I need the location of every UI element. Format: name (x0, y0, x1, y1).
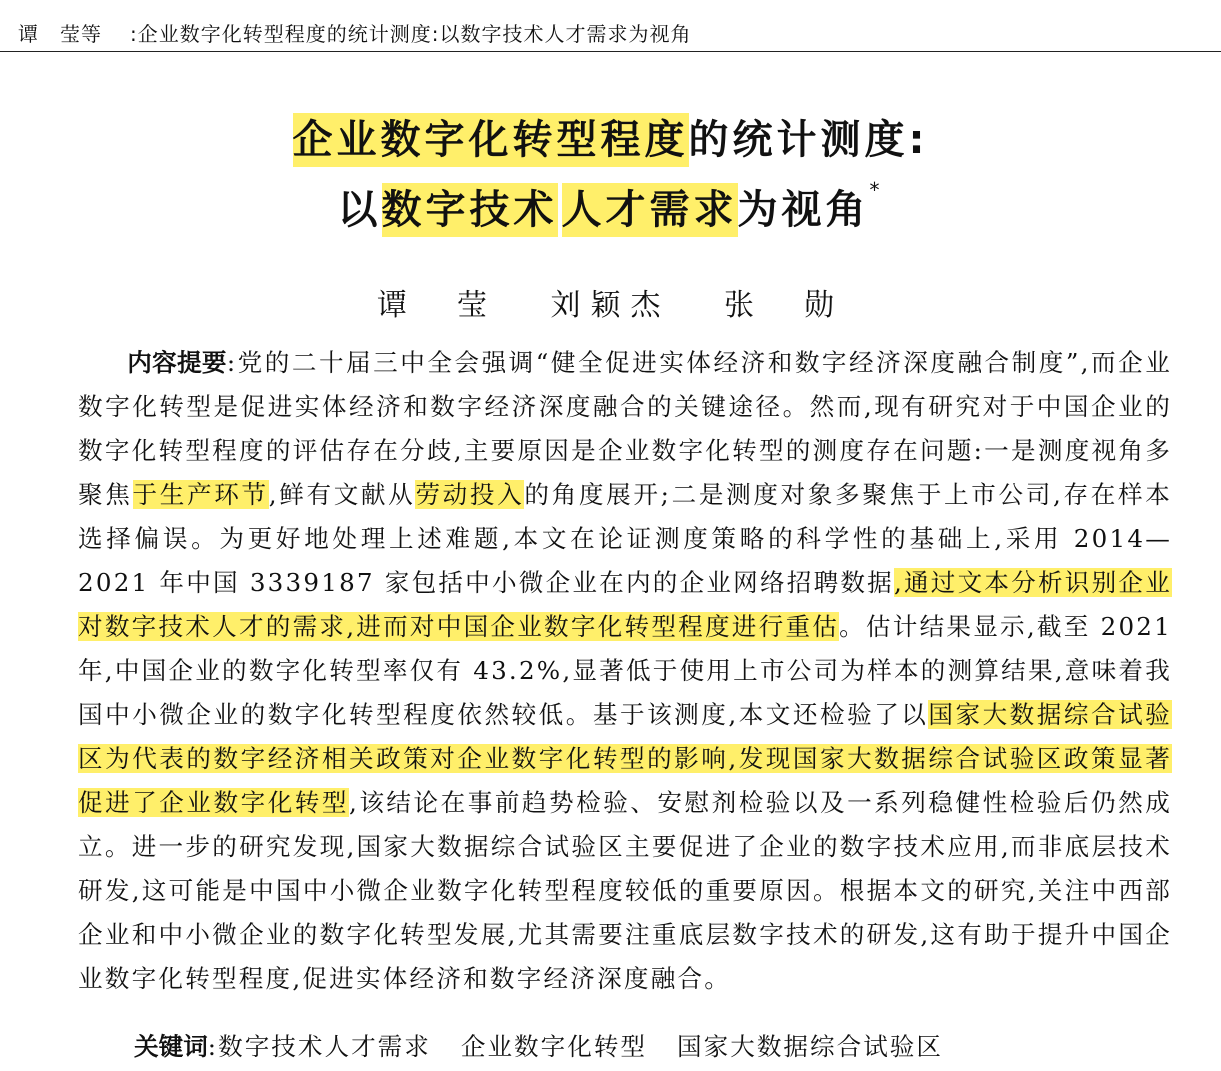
title-colon: : (908, 117, 929, 163)
running-header (18, 18, 1218, 47)
keyword: 企业数字化转型 (460, 1032, 648, 1061)
abstract-paragraph (78, 341, 1172, 1001)
title-line1-rest: 的统计测度 (688, 117, 909, 163)
keyword: 国家大数据综合试验区 (677, 1032, 943, 1061)
abstract-text: ,鲜有文献从 (268, 480, 416, 509)
keywords-line (134, 1028, 973, 1063)
title-highlight-1: 企业数字化转型程度 (293, 113, 689, 167)
author-name: 张 勋 (724, 288, 845, 323)
running-header-title: 企业数字化转型程度的统计测度:以数字技术人才需求为视角 (137, 22, 692, 46)
abstract-colon: : (226, 348, 238, 377)
running-header-separator: : (130, 22, 138, 46)
title-highlight-3: 人才需求 (562, 183, 738, 237)
paper-title-line-1 (0, 108, 1221, 165)
keyword: 数字技术人才需求 (218, 1032, 431, 1061)
title-line2-post: 为视角 (737, 187, 870, 233)
author-name: 谭 莹 (376, 288, 497, 323)
abstract-highlight: 于生产环节 (132, 480, 269, 509)
abstract-label: 内容提要 (127, 348, 227, 377)
abstract-highlight: 国家大数据综合试验区为代表的数字经济相关政策对企业数字化转型的影响,发现国家大数据综合试验区政策显著促进了企业数字化转型 (78, 700, 1172, 817)
title-footnote-mark: * (869, 178, 884, 202)
keywords-colon: : (207, 1032, 219, 1061)
running-header-author: 谭 莹等 (18, 22, 102, 46)
paper-title-line-2 (0, 178, 1221, 235)
title-highlight-2: 数字技术 (382, 183, 558, 237)
abstract-text: ,该结论在事前趋势检验、安慰剂检验以及一系列稳健性检验后仍然成立。进一步的研究发现,国家大数据综合试验区主要促进了企业的数字技术应用,而非底层技术研发,这可能是中国中小微企业数字化转型程度较低的重要原因。根据本文的研究,关注中西部企业和中小微企业的数字化转型发展,尤其需要注重底层数字技术的研发,这有助于提升中国企业数字化转型程度,促进实体经济和数字经济深度融合。 (78, 788, 1172, 993)
author-list (0, 280, 1221, 324)
abstract-text: 党的二十届三中全会强调“健全促进实体经济和数字经济深度融合制度”,而企业数字化转型是促进实体经济和数字经济深度融合的关键途径。然而,现有研究对于中国企业的数字化转型程度的评估存在分歧,主要原因是企业数字化转型的测度存在问题:一是测度视角多聚焦 (78, 348, 1172, 509)
abstract-text: 的角度展开;二是测度对象多聚焦于上市公司,存在样本选择偏误。为更好地处理上述难题,本文在论证测度策略的科学性的基础上,采用 2014—2021 年中国 3339187 家包括中小微企业在内的企业网络招聘数据 (78, 480, 1172, 597)
abstract-highlight: 劳动投入 (415, 480, 525, 509)
author-name: 刘颖杰 (550, 288, 671, 323)
abstract-text: 。估计结果显示,截至 2021 年,中国企业的数字化转型率仅有 43.2%,显著低于使用上市公司为样本的测算结果,意味着我国中小微企业的数字化转型程度依然较低。基于该测度,本文还检验了以 (78, 612, 1173, 729)
abstract-highlight: ,通过文本分析识别企业对数字技术人才的需求,进而对中国企业数字化转型程度进行重估 (78, 568, 1172, 641)
header-rule (0, 51, 1221, 52)
keywords-label: 关键词 (134, 1032, 208, 1061)
title-line2-pre: 以 (337, 187, 382, 233)
